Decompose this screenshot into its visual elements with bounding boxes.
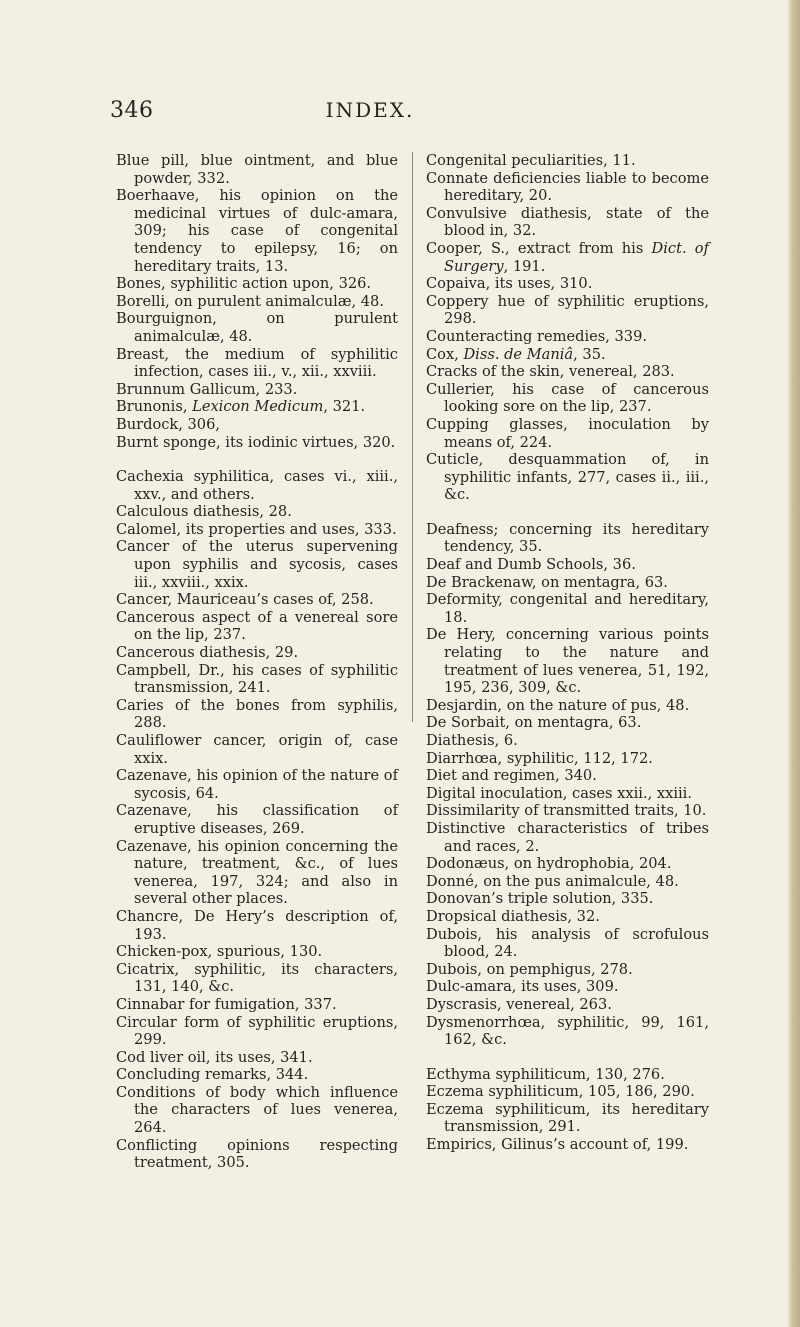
index-entry: Blue pill, blue ointment, and blue powder, 332. — [116, 152, 398, 187]
index-entry: Cancer of the uterus supervening upon syphilis and sycosis, cases iii., xxviii., xxix. — [116, 538, 398, 591]
index-entry: Brunnum Gallicum, 233. — [116, 380, 298, 398]
index-entry: Cancerous aspect of a venereal sore on the lip, 237. — [116, 608, 398, 644]
index-entry: Counteracting remedies, 339. — [426, 327, 648, 345]
index-entry: Cuticle, desquammation of, in syphilitic infants, 277, cases ii., iii., &c. — [426, 451, 709, 504]
index-entry: Cazenave, his opinion concerning the nature, treatment, &c., of lues venerea, 197, 324; and also in several other places. — [116, 837, 398, 908]
index-entry: Conditions of body which influence the characters of lues venerea, 264. — [116, 1083, 398, 1137]
index-entry: Cancer, Mauriceau’s cases of, 258. — [116, 591, 374, 609]
index-entry: Dissimilarity of transmitted traits, 10. — [426, 802, 707, 820]
index-entry: Cauliflower cancer, origin of, case xxix. — [116, 732, 398, 767]
index-entry: Cazenave, his opinion of the nature of sycosis, 64. — [116, 767, 398, 802]
index-entry: Convulsive diathesis, state of the blood in, 32. — [426, 204, 709, 240]
index-entry: Cicatrix, syphilitic, its characters, 131, 140, &c. — [116, 960, 398, 996]
index-entry: Calomel, its properties and uses, 333. — [116, 520, 397, 538]
index-entry: Eczema syphiliticum, 105, 186, 290. — [426, 1083, 695, 1101]
running-head: INDEX. — [325, 98, 415, 122]
index-entry: Boerhaave, his opinion on the medicinal virtues of dulc-amara, 309; his case of congenital tendency to epilepsy, 16; on hereditary traits, 13. — [116, 187, 398, 275]
index-entry: Desjardin, on the nature of pus, 48. — [426, 696, 690, 714]
index-entry: Dropsical diathesis, 32. — [426, 907, 600, 925]
index-entry: Circular form of syphilitic eruptions, 299. — [116, 1013, 398, 1049]
index-entry: Cancerous diathesis, 29. — [116, 644, 299, 662]
index-entry: Caries of the bones from syphilis, 288. — [116, 696, 398, 732]
index-entry: Bones, syphilitic action upon, 326. — [116, 275, 372, 293]
index-entry-text: Cox, — [426, 345, 464, 363]
index-entry: Campbell, Dr., his cases of syphilitic transmission, 241. — [116, 661, 398, 697]
index-entry: Chancre, De Hery’s description of, 193. — [116, 907, 398, 943]
index-entry — [426, 346, 709, 364]
index-entry: Borelli, on purulent animalculæ, 48. — [116, 292, 384, 310]
index-entry-italic: Lexicon Medicum — [192, 398, 324, 416]
index-entry: Dulc-amara, its uses, 309. — [426, 978, 619, 996]
index-entry: Ecthyma syphiliticum, 130, 276. — [426, 1065, 665, 1083]
index-entry: Concluding remarks, 344. — [116, 1066, 309, 1084]
index-entry: Empirics, Gilinus’s account of, 199. — [426, 1136, 689, 1154]
index-entry: Cinnabar for fumigation, 337. — [116, 995, 337, 1013]
index-entry: Deaf and Dumb Schools, 36. — [426, 556, 636, 574]
index-entry: Congenital peculiarities, 11. — [426, 152, 636, 169]
index-entry: Deafness; concerning its hereditary tendency, 35. — [426, 520, 709, 556]
page-header — [110, 98, 730, 130]
index-entry: Dubois, his analysis of scrofulous blood, 24. — [426, 925, 709, 961]
index-entry: Cracks of the skin, venereal, 283. — [426, 363, 675, 381]
index-entry: Chicken-pox, spurious, 130. — [116, 943, 323, 961]
index-entry: Dysmenorrhœa, syphilitic, 99, 161, 162, &c. — [426, 1013, 709, 1049]
index-entry: Diathesis, 6. — [426, 732, 518, 749]
index-column-right — [426, 152, 709, 1154]
index-entry: Cupping glasses, inoculation by means of, 224. — [426, 415, 709, 451]
index-entry-text: , 191. — [503, 257, 546, 275]
index-entry: Calculous diathesis, 28. — [116, 503, 292, 521]
index-entry: Deformity, congenital and hereditary, 18. — [426, 591, 709, 626]
index-entry: Diet and regimen, 340. — [426, 767, 597, 785]
index-entry: Cullerier, his case of cancerous looking sore on the lip, 237. — [426, 380, 709, 416]
index-entry-text: , 35. — [573, 345, 606, 363]
index-entry-text: Brunonis, — [116, 398, 193, 416]
index-entry — [426, 240, 709, 275]
index-entry: De Hery, concerning various points relating to the nature and treatment of lues venerea, 51, 192, 195, 236, 309, &c. — [426, 626, 709, 697]
index-entry: Bourguignon, on purulent animalculæ, 48. — [116, 310, 398, 345]
index-entry: De Brackenaw, on mentagra, 63. — [426, 573, 668, 591]
index-column-left — [116, 152, 398, 1172]
index-entry: Donné, on the pus animalcule, 48. — [426, 872, 679, 890]
index-entry — [116, 398, 398, 416]
index-entry: Conflicting opinions respecting treatment, 305. — [116, 1136, 398, 1172]
index-entry: Cazenave, his classification of eruptive diseases, 269. — [116, 802, 398, 837]
index-entry: Burdock, 306, — [116, 415, 221, 433]
index-entry: Diarrhœa, syphilitic, 112, 172. — [426, 749, 653, 767]
index-entry: Dodonæus, on hydrophobia, 204. — [426, 855, 672, 873]
index-entry: Donovan’s triple solution, 335. — [426, 890, 654, 908]
index-entry: Copaiva, its uses, 310. — [426, 275, 593, 293]
index-entry: Dubois, on pemphigus, 278. — [426, 960, 633, 978]
index-entry: Eczema syphiliticum, its hereditary transmission, 291. — [426, 1100, 709, 1136]
index-entry-italic: Diss. de Maniâ — [463, 345, 574, 363]
index-entry: Breast, the medium of syphilitic infection, cases iii., v., xii., xxviii. — [116, 345, 398, 381]
index-entry-text: Cooper, S., extract from his — [426, 239, 652, 257]
index-entry: Coppery hue of syphilitic eruptions, 298. — [426, 292, 709, 328]
index-entry-italic: Dict. of Surgery — [444, 239, 709, 275]
index-entry-text: , 321. — [323, 398, 366, 416]
index-entry: Cachexia syphilitica, cases vi., xiii., xxv., and others. — [116, 468, 398, 503]
page-number: 346 — [110, 98, 154, 123]
column-divider — [412, 152, 413, 722]
index-entry: De Sorbait, on mentagra, 63. — [426, 714, 642, 732]
index-entry: Connate deficiencies liable to become hereditary, 20. — [426, 169, 709, 205]
index-entry: Cod liver oil, its uses, 341. — [116, 1048, 313, 1066]
index-entry: Dyscrasis, venereal, 263. — [426, 995, 612, 1013]
page-edge — [788, 0, 800, 1327]
index-entry: Digital inoculation, cases xxii., xxiii. — [426, 784, 692, 802]
index-entry: Burnt sponge, its iodinic virtues, 320. — [116, 433, 396, 451]
index-entry: Distinctive characteristics of tribes and races, 2. — [426, 819, 709, 855]
